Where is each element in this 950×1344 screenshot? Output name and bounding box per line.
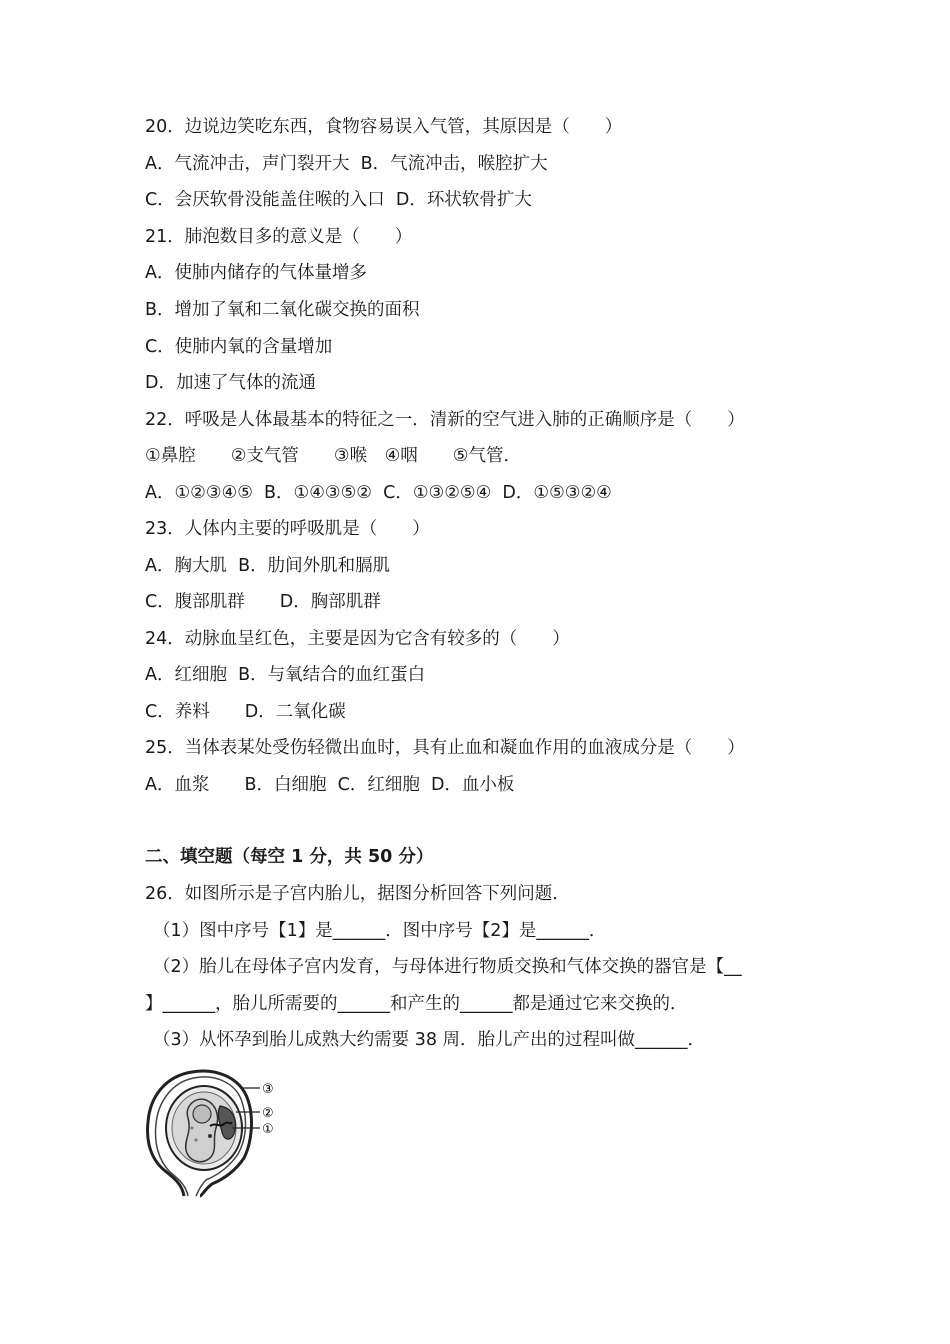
question-22-items: ①鼻腔 ②支气管 ③喉 ④咽 ⑤气管． — [145, 446, 521, 466]
question-26-part-3: （3）从怀孕到胎儿成熟大约需要 38 周．胎儿产出的过程叫做______． — [153, 1030, 706, 1050]
question-26: 26．如图所示是子宫内胎儿，据图分析回答下列问题． — [145, 884, 570, 904]
question-23-options-ab: A．胸大肌 B．肋间外肌和膈肌 — [145, 556, 391, 576]
question-20-options-cd: C．会厌软骨没能盖住喉的入口 D．环状软骨扩大 — [145, 190, 532, 210]
fetus-in-uterus-figure — [144, 1066, 276, 1200]
question-24-options-cd: C．养料 D．二氧化碳 — [145, 702, 346, 722]
question-25-options: A．血浆 B．白细胞 C．红细胞 D．血小板 — [145, 775, 515, 795]
question-26-part-2b: 】______，胎儿所需要的______和产生的______都是通过它来交换的． — [145, 994, 688, 1014]
question-26-part-1: （1）图中序号【1】是______．图中序号【2】是______． — [153, 921, 607, 941]
question-23: 23．人体内主要的呼吸肌是（ ） — [145, 519, 430, 539]
question-21: 21．肺泡数目多的意义是（ ） — [145, 227, 413, 247]
figure-label-1: ① — [262, 1122, 274, 1137]
question-24: 24．动脉血呈红色，主要是因为它含有较多的（ ） — [145, 629, 570, 649]
question-26-part-2a: （2）胎儿在母体子宫内发育，与母体进行物质交换和气体交换的器官是【__ — [153, 957, 742, 977]
question-20: 20．边说边笑吃东西，食物容易误入气管，其原因是（ ） — [145, 117, 623, 137]
question-21-option-c: C．使肺内氧的含量增加 — [145, 337, 333, 357]
question-20-options-ab: A．气流冲击，声门裂开大 B．气流冲击，喉腔扩大 — [145, 154, 548, 174]
section-heading-fill-in: 二、填空题（每空 1 分，共 50 分） — [145, 847, 434, 867]
question-22-options: A．①②③④⑤ B．①④③⑤② C．①③②⑤④ D．①⑤③②④ — [145, 483, 612, 503]
figure-label-3: ③ — [262, 1082, 274, 1097]
figure-label-2: ② — [262, 1106, 274, 1121]
question-23-options-cd: C．腹部肌群 D．胸部肌群 — [145, 592, 381, 612]
question-24-options-ab: A．红细胞 B．与氧结合的血红蛋白 — [145, 665, 426, 685]
question-25: 25．当体表某处受伤轻微出血时，具有止血和凝血作用的血液成分是（ ） — [145, 738, 745, 758]
question-22: 22．呼吸是人体最基本的特征之一．清新的空气进入肺的正确顺序是（ ） — [145, 410, 745, 430]
question-21-option-a: A．使肺内储存的气体量增多 — [145, 263, 367, 283]
question-21-option-d: D．加速了气体的流通 — [145, 373, 316, 393]
question-21-option-b: B．增加了氧和二氧化碳交换的面积 — [145, 300, 420, 320]
